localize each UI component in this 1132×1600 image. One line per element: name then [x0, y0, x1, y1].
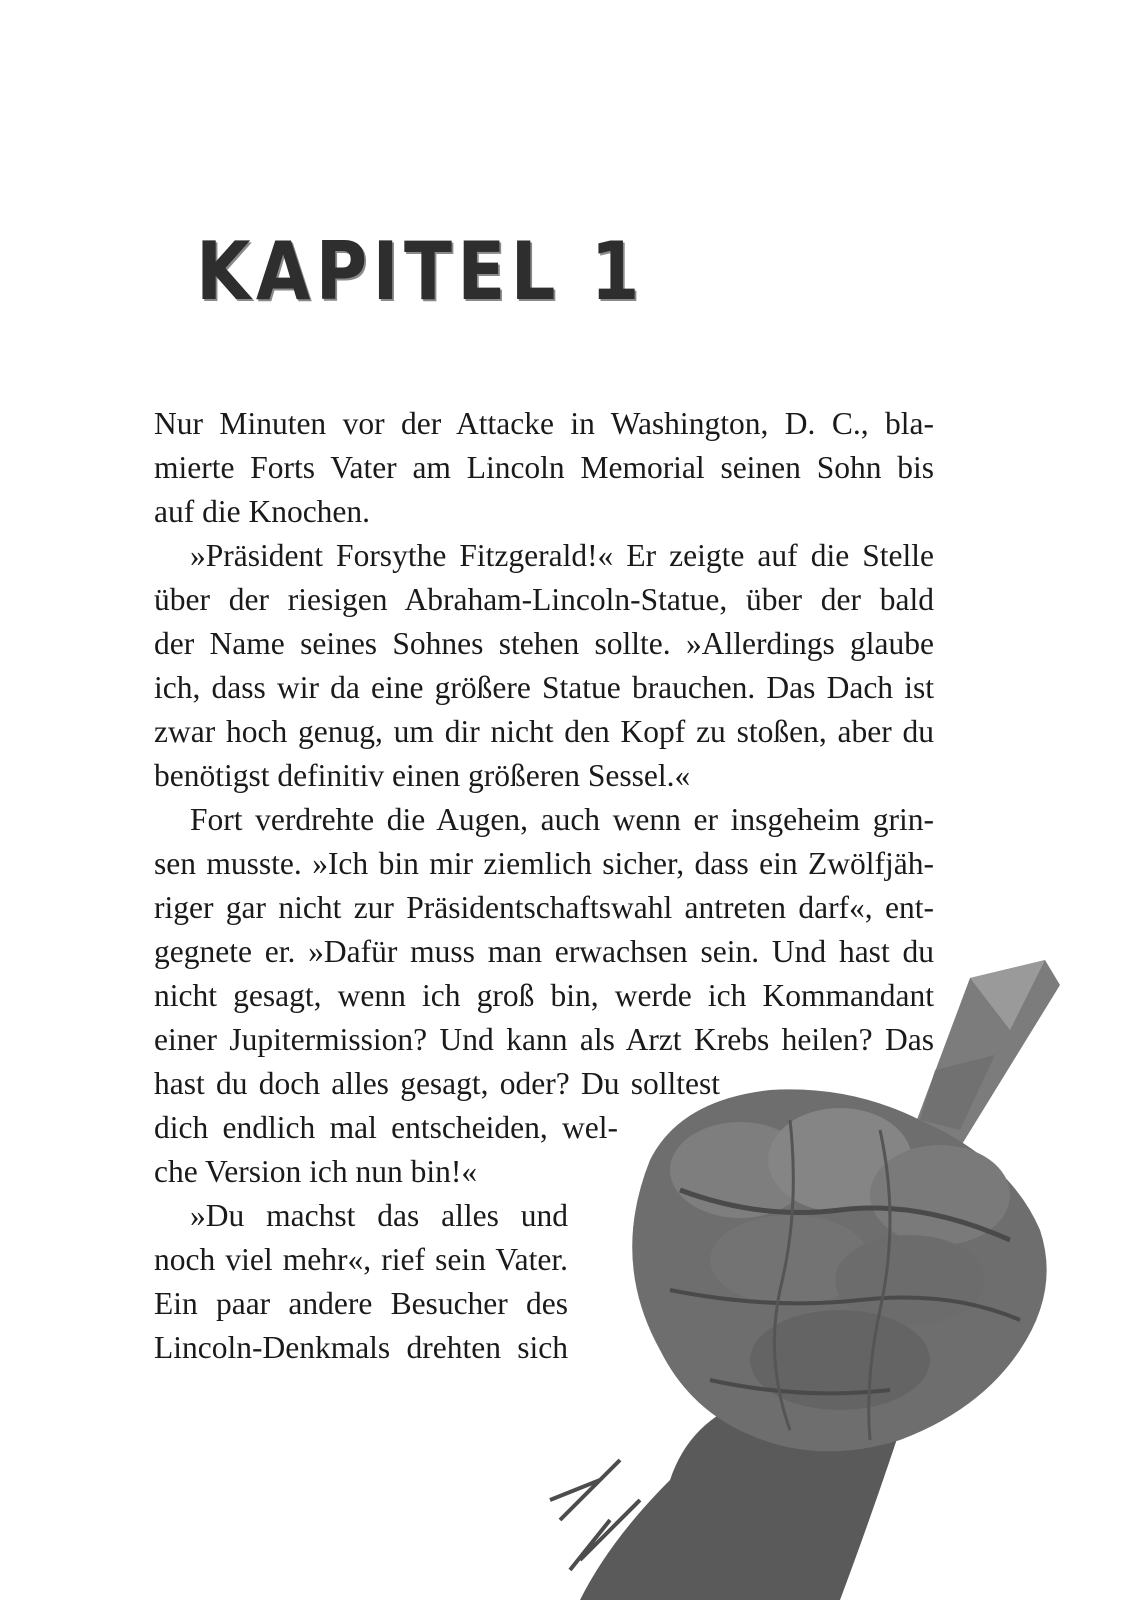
- text-line: der Name seines Sohnes stehen sollte. »Allerdings glaube: [154, 626, 934, 661]
- text-line: über der riesigen Abraham-Lincoln-Statue, über der bald: [154, 582, 934, 617]
- text-line: mierte Forts Vater am Lincoln Memorial seinen Sohn bis: [154, 450, 934, 485]
- text-line: Lincoln-Denkmals drehten sich: [154, 1330, 568, 1365]
- text-line: noch viel mehr«, rief sein Vater.: [154, 1242, 568, 1277]
- text-line: Ein paar andere Besucher des: [154, 1286, 568, 1321]
- text-line: nicht gesagt, wenn ich groß bin, werde ich Kommandant: [154, 978, 934, 1013]
- text-line: riger gar nicht zur Präsidentschaftswahl antreten darf«, ent-: [154, 890, 934, 925]
- text-line: ich, dass wir da eine größere Statue brauchen. Das Dach ist: [154, 670, 934, 705]
- text-line: sen musste. »Ich bin mir ziemlich sicher, dass ein Zwölfjäh-: [154, 846, 934, 881]
- text-line: auf die Knochen.: [154, 494, 371, 529]
- chapter-heading: KAPITEL 1: [196, 225, 645, 318]
- text-line: Fort verdrehte die Augen, auch wenn er insgeheim grin-: [190, 802, 934, 837]
- text-line: einer Jupitermission? Und kann als Arzt Krebs heilen? Das: [154, 1022, 934, 1057]
- text-line: »Du machst das alles und: [190, 1198, 568, 1233]
- text-line: dich endlich mal entscheiden, wel-: [154, 1110, 618, 1145]
- text-line: Nur Minuten vor der Attacke in Washington, D. C., bla-: [154, 406, 934, 441]
- text-line: gegnete er. »Dafür muss man erwachsen sein. Und hast du: [154, 934, 934, 969]
- text-line: »Präsident Forsythe Fitzgerald!« Er zeigte auf die Stelle: [190, 538, 934, 573]
- text-line: zwar hoch genug, um dir nicht den Kopf zu stoßen, aber du: [154, 714, 934, 749]
- text-line: che Version ich nun bin!«: [154, 1154, 478, 1189]
- text-line: hast du doch alles gesagt, oder? Du solltest: [154, 1066, 720, 1101]
- text-line: benötigst definitiv einen größeren Sessel.«: [154, 758, 691, 793]
